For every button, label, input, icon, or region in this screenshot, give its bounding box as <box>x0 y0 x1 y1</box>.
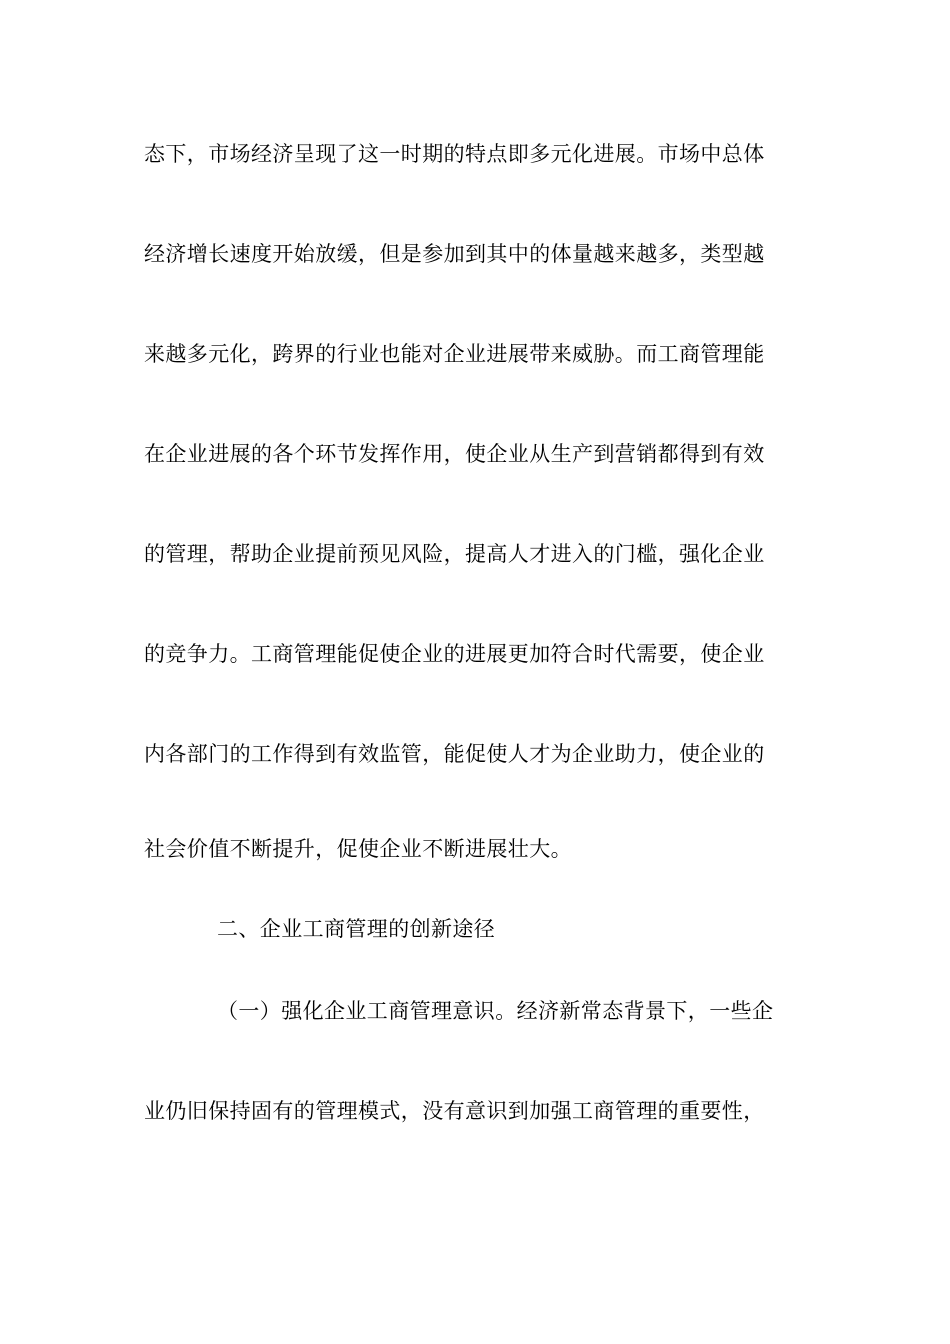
body-text-line: 社会价值不断提升，促使企业不断进展壮大。 <box>144 837 572 861</box>
section-heading: 二、企业工商管理的创新途径 <box>217 917 496 941</box>
body-text-line: 的竞争力。工商管理能促使企业的进展更加符合时代需要，使企业 <box>144 642 765 666</box>
body-text-line: 来越多元化，跨界的行业也能对企业进展带来威胁。而工商管理能 <box>144 342 765 366</box>
body-text-line: 经济增长速度开始放缓，但是参加到其中的体量越来越多，类型越 <box>144 242 765 266</box>
body-text-line: 内各部门的工作得到有效监管，能促使人才为企业助力，使企业的 <box>144 742 765 766</box>
body-text-line: 的管理，帮助企业提前预见风险，提高人才进入的门槛，强化企业 <box>144 542 765 566</box>
subsection-text-line: 业仍旧保持固有的管理模式，没有意识到加强工商管理的重要性， <box>144 1099 765 1123</box>
body-text-line: 在企业进展的各个环节发挥作用，使企业从生产到营销都得到有效 <box>144 442 765 466</box>
subsection-text-line: （一）强化企业工商管理意识。经济新常态背景下，一些企 <box>217 999 774 1023</box>
body-text-line: 态下，市场经济呈现了这一时期的特点即多元化进展。市场中总体 <box>144 142 765 166</box>
